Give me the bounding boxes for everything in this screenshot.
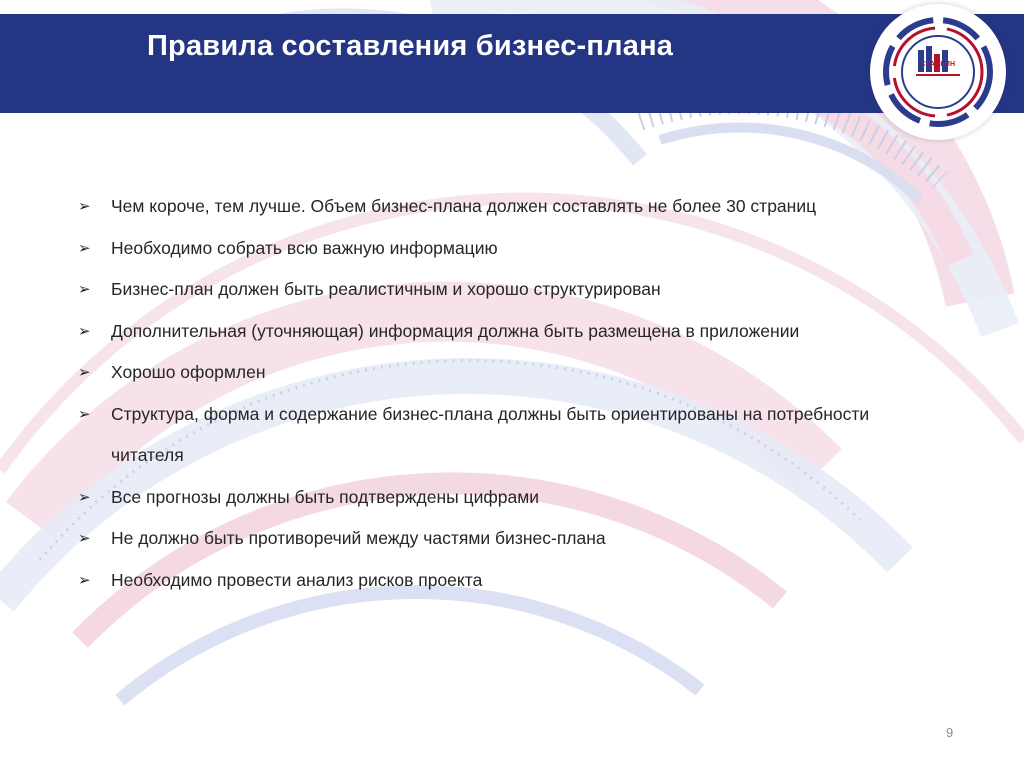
list-item [78, 518, 898, 560]
list-item-text: Бизнес-план должен быть реалистичным и хорошо структурирован [111, 279, 661, 299]
logo-text: СТАНКИН [920, 61, 956, 68]
arrowhead-bullet-icon: ➢ [78, 322, 91, 340]
slide-title: Правила составления бизнес-плана [147, 30, 674, 62]
arrowhead-bullet-icon: ➢ [78, 239, 91, 257]
logo-emblem-icon [870, 4, 1006, 140]
list-item [78, 477, 898, 519]
rules-list [78, 186, 898, 601]
list-item [78, 186, 898, 228]
list-item [78, 269, 898, 311]
list-item-text: Не должно быть противоречий между частями бизнес-плана [111, 528, 606, 548]
list-item-text: Хорошо оформлен [111, 362, 266, 382]
list-item-text: Необходимо собрать всю важную информацию [111, 237, 498, 258]
logo-badge [870, 4, 1006, 140]
arrowhead-bullet-icon: ➢ [78, 405, 91, 423]
arrowhead-bullet-icon: ➢ [78, 198, 91, 215]
list-item-text: Необходимо провести анализ рисков проекта [111, 569, 483, 590]
list-item [78, 394, 898, 477]
list-item [78, 228, 898, 270]
list-item [78, 352, 898, 394]
list-item-text: Структура, форма и содержание бизнес-плана должны быть ориентированы на потребности читателя [111, 403, 870, 465]
arrowhead-bullet-icon: ➢ [78, 530, 91, 547]
arrowhead-bullet-icon: ➢ [78, 571, 91, 589]
list-item-text: Чем короче, тем лучше. Объем бизнес-плана должен составлять не более 30 страниц [111, 196, 817, 216]
list-item [78, 560, 898, 602]
arrowhead-bullet-icon: ➢ [78, 281, 91, 298]
list-item-text: Все прогнозы должны быть подтверждены цифрами [111, 486, 540, 507]
arrowhead-bullet-icon: ➢ [78, 364, 91, 381]
arrowhead-bullet-icon: ➢ [78, 488, 91, 506]
page-number: 9 [946, 725, 954, 740]
list-item [78, 311, 898, 353]
list-item-text: Дополнительная (уточняющая) информация должна быть размещена в приложении [111, 320, 800, 341]
